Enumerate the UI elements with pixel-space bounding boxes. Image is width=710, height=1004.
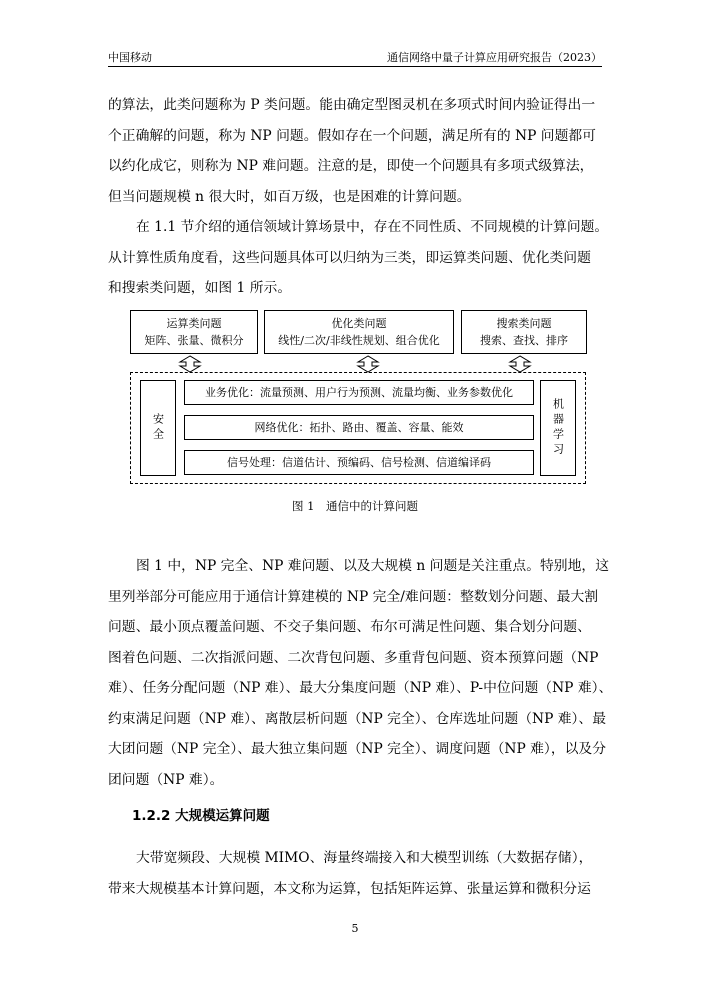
network-optimization-row: 网络优化：拓扑、路由、覆盖、容量、能效 [184, 415, 534, 440]
text-line: 团问题（NP 难）。 [108, 771, 224, 788]
text-line: 约束满足问题（NP 难）、离散层析问题（NP 完全）、仓库选址问题（NP 难）、最 [108, 710, 607, 727]
text-line: 个正确解的问题，称为 NP 问题。假如存在一个问题，满足所有的 NP 问题都可 [108, 127, 596, 144]
text-line: 大团问题（NP 完全）、最大独立集问题（NP 完全）、调度问题（NP 难），以及分 [108, 741, 607, 757]
optimization-box [264, 310, 454, 354]
paragraph-3 [108, 551, 613, 795]
text-line: 里列举部分可能应用于通信计算建模的 NP 完全/难问题：整数划分问题、最大割 [108, 588, 599, 605]
text-line: 以约化成它，则称为 NP 难问题。注意的是，即使一个问题具有多项式级算法， [108, 158, 594, 174]
text-line: 但当问题规模 n 很大时，如百万级，也是困难的计算问题。 [108, 188, 471, 205]
signal-processing-row: 信号处理：信道估计、预编码、信号检测、信道编译码 [184, 450, 534, 475]
box-title: 运算类问题 [166, 317, 222, 330]
paragraph-2 [108, 212, 609, 304]
page-header [108, 46, 602, 67]
double-arrow-icon [358, 356, 378, 372]
security-box: 安全 [140, 380, 176, 476]
text-line: 从计算性质角度看，这些问题具体可以归纳为三类，即运算类问题、优化类问题 [108, 249, 591, 266]
box-title: 优化类问题 [331, 317, 387, 330]
section-heading: 1.2.2 大规模运算问题 [132, 808, 270, 824]
box-sub: 搜索、查找、排序 [480, 334, 568, 347]
box-title: 搜索类问题 [496, 317, 552, 330]
paragraph-1 [108, 90, 602, 212]
header-left: 中国移动 [108, 51, 152, 64]
figure-1 [128, 310, 588, 485]
text-line: 图 1 中，NP 完全、NP 难问题、以及大规模 n 问题是关注重点。特别地，这 [136, 558, 609, 574]
machine-learning-box: 机器学习 [540, 380, 576, 476]
double-arrow-icon [180, 356, 200, 372]
search-box [461, 310, 587, 354]
box-sub: 矩阵、张量、微积分 [144, 334, 244, 347]
text-line: 图着色问题、二次指派问题、二次背包问题、多重背包问题、资本预算问题（NP [108, 649, 599, 666]
text-line: 难）、任务分配问题（NP 难）、最大分集度问题（NP 难）、P-中位问题（NP 难）、 [108, 680, 613, 696]
box-sub: 线性/二次/非线性规划、组合优化 [278, 334, 440, 347]
text-line: 和搜索类问题，如图 1 所示。 [108, 280, 292, 296]
text-line: 带来大规模基本计算问题，本文称为运算，包括矩阵运算、张量运算和微积分运 [108, 880, 591, 897]
compute-box [130, 310, 258, 354]
paragraph-4 [108, 843, 602, 904]
page-number: 5 [351, 922, 359, 935]
text-line: 的算法，此类问题称为 P 类问题。能由确定型图灵机在多项式时间内验证得出一 [108, 97, 596, 113]
business-optimization-row: 业务优化：流量预测、用户行为预测、流量均衡、业务参数优化 [184, 380, 534, 405]
text-line: 问题、最小顶点覆盖问题、不交子集问题、布尔可满足性问题、集合划分问题、 [108, 619, 591, 635]
figure-caption: 图 1 通信中的计算问题 [292, 499, 418, 513]
header-right: 通信网络中量子计算应用研究报告（2023） [387, 51, 602, 64]
text-line: 大带宽频段、大规模 MIMO、海量终端接入和大模型训练（大数据存储）， [136, 850, 593, 866]
text-line: 在 1.1 节介绍的通信领域计算场景中，存在不同性质、不同规模的计算问题。 [136, 219, 609, 235]
double-arrow-icon [510, 356, 530, 372]
